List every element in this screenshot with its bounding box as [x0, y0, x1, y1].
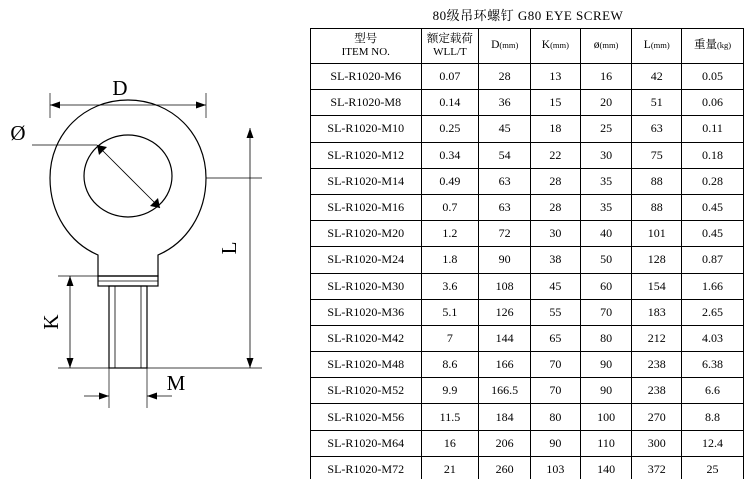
header-o [580, 29, 632, 64]
cell-model: SL-R1020-M36 [311, 299, 422, 325]
cell-model: SL-R1020-M30 [311, 273, 422, 299]
table-row [311, 273, 744, 299]
cell-o: 20 [580, 90, 632, 116]
cell-d: 108 [479, 273, 531, 299]
cell-k: 70 [531, 378, 581, 404]
table-row [311, 247, 744, 273]
l-arrow-top [247, 128, 254, 138]
cell-weight: 0.87 [682, 247, 744, 273]
table-row [311, 378, 744, 404]
cell-l: 183 [632, 299, 682, 325]
cell-k: 28 [531, 194, 581, 220]
cell-wll: 0.07 [421, 64, 479, 90]
cell-l: 101 [632, 221, 682, 247]
d-arrow-right [196, 102, 206, 109]
cell-wll: 1.8 [421, 247, 479, 273]
cell-k: 30 [531, 221, 581, 247]
cell-wll: 16 [421, 430, 479, 456]
cell-k: 38 [531, 247, 581, 273]
header-weight-unit: (kg) [716, 40, 732, 51]
cell-model: SL-R1020-M8 [311, 90, 422, 116]
cell-model: SL-R1020-M56 [311, 404, 422, 430]
m-arrow-left [99, 393, 109, 400]
cell-model: SL-R1020-M48 [311, 352, 422, 378]
cell-wll: 21 [421, 456, 479, 479]
table-row [311, 116, 744, 142]
cell-wll: 5.1 [421, 299, 479, 325]
cell-d: 63 [479, 168, 531, 194]
k-arrow-bottom [67, 358, 74, 368]
table-body [311, 64, 744, 479]
cell-weight: 8.8 [682, 404, 744, 430]
header-weight-cn: 重量 [693, 39, 717, 52]
cell-weight: 0.06 [682, 90, 744, 116]
table-row [311, 168, 744, 194]
dim-label-k: K [39, 314, 63, 330]
cell-weight: 0.28 [682, 168, 744, 194]
cell-o: 50 [580, 247, 632, 273]
cell-o: 110 [580, 430, 632, 456]
header-d-symbol: D [491, 39, 500, 52]
table-row [311, 142, 744, 168]
table-row [311, 325, 744, 351]
cell-weight: 0.05 [682, 64, 744, 90]
cell-o: 80 [580, 325, 632, 351]
cell-model: SL-R1020-M6 [311, 64, 422, 90]
cell-l: 63 [632, 116, 682, 142]
cell-o: 100 [580, 404, 632, 430]
header-l-unit: (mm) [650, 40, 670, 51]
header-l-symbol: L [643, 39, 651, 52]
cell-k: 90 [531, 430, 581, 456]
cell-wll: 0.34 [421, 142, 479, 168]
cell-l: 154 [632, 273, 682, 299]
cell-weight: 2.65 [682, 299, 744, 325]
cell-l: 88 [632, 168, 682, 194]
cell-o: 140 [580, 456, 632, 479]
cell-wll: 0.49 [421, 168, 479, 194]
cell-weight: 12.4 [682, 430, 744, 456]
cell-wll: 3.6 [421, 273, 479, 299]
cell-o: 90 [580, 352, 632, 378]
cell-k: 55 [531, 299, 581, 325]
cell-d: 126 [479, 299, 531, 325]
cell-l: 212 [632, 325, 682, 351]
cell-weight: 0.45 [682, 194, 744, 220]
header-wll-cn: 额定载荷 [426, 33, 473, 46]
cell-model: SL-R1020-M52 [311, 378, 422, 404]
cell-model: SL-R1020-M12 [311, 142, 422, 168]
cell-wll: 8.6 [421, 352, 479, 378]
header-d-unit: (mm) [499, 40, 519, 51]
table-row [311, 221, 744, 247]
cell-wll: 0.25 [421, 116, 479, 142]
cell-l: 128 [632, 247, 682, 273]
header-o-symbol: ø [593, 39, 600, 52]
cell-model: SL-R1020-M72 [311, 456, 422, 479]
cell-d: 166 [479, 352, 531, 378]
table-row [311, 194, 744, 220]
header-wll-en: WLL/T [433, 46, 467, 59]
cell-d: 90 [479, 247, 531, 273]
cell-weight: 6.6 [682, 378, 744, 404]
cell-wll: 11.5 [421, 404, 479, 430]
cell-l: 88 [632, 194, 682, 220]
cell-d: 184 [479, 404, 531, 430]
eye-screw-svg [0, 0, 310, 479]
cell-l: 238 [632, 352, 682, 378]
cell-k: 45 [531, 273, 581, 299]
header-model-en: ITEM NO. [341, 46, 390, 59]
table-row [311, 90, 744, 116]
table-row [311, 430, 744, 456]
cell-l: 372 [632, 456, 682, 479]
cell-k: 70 [531, 352, 581, 378]
table-row [311, 456, 744, 479]
l-arrow-bottom [247, 358, 254, 368]
cell-model: SL-R1020-M14 [311, 168, 422, 194]
header-wll [421, 29, 479, 64]
cell-d: 28 [479, 64, 531, 90]
cell-l: 300 [632, 430, 682, 456]
cell-d: 260 [479, 456, 531, 479]
cell-wll: 1.2 [421, 221, 479, 247]
cell-l: 270 [632, 404, 682, 430]
cell-k: 13 [531, 64, 581, 90]
cell-k: 103 [531, 456, 581, 479]
table-row [311, 299, 744, 325]
cell-weight: 1.66 [682, 273, 744, 299]
header-k-unit: (mm) [550, 40, 569, 51]
cell-l: 75 [632, 142, 682, 168]
cell-k: 15 [531, 90, 581, 116]
cell-o: 40 [580, 221, 632, 247]
cell-weight: 25 [682, 456, 744, 479]
header-k-symbol: K [541, 39, 551, 52]
cell-model: SL-R1020-M10 [311, 116, 422, 142]
cell-o: 35 [580, 168, 632, 194]
eye-body-outline [50, 100, 206, 276]
cell-d: 36 [479, 90, 531, 116]
header-model-cn: 型号 [354, 33, 378, 46]
cell-o: 16 [580, 64, 632, 90]
header-k [531, 29, 581, 64]
cell-wll: 0.14 [421, 90, 479, 116]
cell-weight: 0.45 [682, 221, 744, 247]
table-header [311, 29, 744, 64]
cell-o: 35 [580, 194, 632, 220]
m-arrow-right [147, 393, 157, 400]
header-o-unit: (mm) [599, 40, 619, 51]
dim-label-d: D [112, 76, 128, 100]
cell-d: 206 [479, 430, 531, 456]
cell-l: 51 [632, 90, 682, 116]
eye-screw-drawing [0, 0, 310, 479]
cell-model: SL-R1020-M64 [311, 430, 422, 456]
header-weight [682, 29, 744, 64]
cell-weight: 6.38 [682, 352, 744, 378]
cell-weight: 4.03 [682, 325, 744, 351]
header-l [632, 29, 682, 64]
table-title: 80级吊环螺钉 G80 EYE SCREW [432, 8, 624, 23]
dim-label-l: L [217, 241, 241, 255]
cell-wll: 0.7 [421, 194, 479, 220]
d-arrow-left [50, 102, 60, 109]
cell-d: 63 [479, 194, 531, 220]
cell-d: 45 [479, 116, 531, 142]
cell-d: 166.5 [479, 378, 531, 404]
cell-d: 144 [479, 325, 531, 351]
cell-model: SL-R1020-M24 [311, 247, 422, 273]
table-row [311, 64, 744, 90]
spec-table [310, 28, 744, 479]
header-model [311, 29, 422, 64]
cell-o: 90 [580, 378, 632, 404]
cell-k: 65 [531, 325, 581, 351]
cell-d: 72 [479, 221, 531, 247]
cell-k: 28 [531, 168, 581, 194]
table-header-row [311, 29, 744, 64]
dim-label-bore-diameter: Ø [10, 121, 26, 145]
bore-diameter-line [97, 145, 160, 208]
cell-model: SL-R1020-M16 [311, 194, 422, 220]
table-row [311, 352, 744, 378]
cell-d: 54 [479, 142, 531, 168]
cell-k: 80 [531, 404, 581, 430]
cell-wll: 9.9 [421, 378, 479, 404]
cell-weight: 0.18 [682, 142, 744, 168]
cell-k: 22 [531, 142, 581, 168]
cell-weight: 0.11 [682, 116, 744, 142]
cell-l: 238 [632, 378, 682, 404]
cell-model: SL-R1020-M20 [311, 221, 422, 247]
spec-table-panel [310, 4, 746, 476]
cell-o: 25 [580, 116, 632, 142]
cell-k: 18 [531, 116, 581, 142]
cell-o: 70 [580, 299, 632, 325]
k-arrow-top [67, 276, 74, 286]
header-d [479, 29, 531, 64]
table-row [311, 404, 744, 430]
cell-wll: 7 [421, 325, 479, 351]
cell-o: 30 [580, 142, 632, 168]
dim-label-m: M [166, 371, 186, 395]
cell-l: 42 [632, 64, 682, 90]
cell-o: 60 [580, 273, 632, 299]
cell-model: SL-R1020-M42 [311, 325, 422, 351]
